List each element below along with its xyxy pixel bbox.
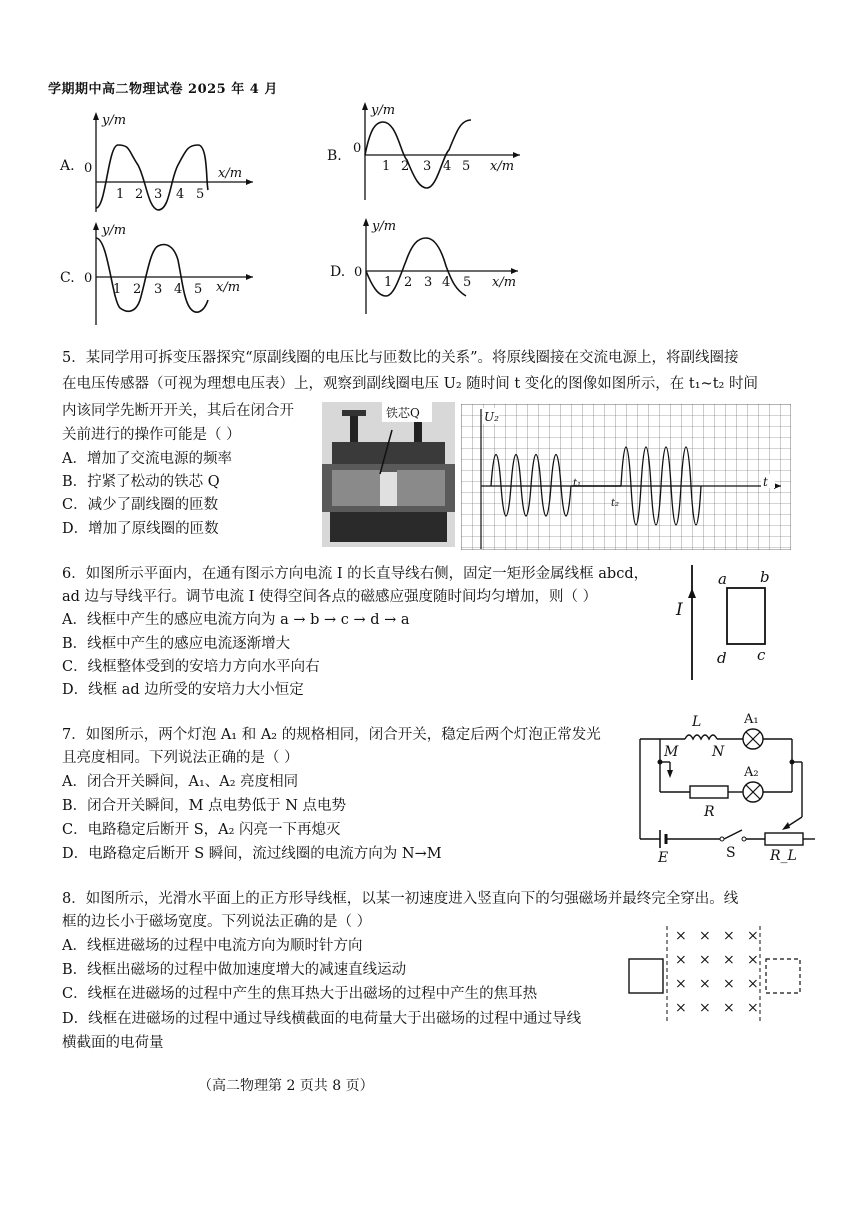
circuit-diagram	[630, 712, 830, 871]
tick-label: 2	[133, 282, 142, 297]
option-c-graph	[58, 220, 258, 334]
q8-option-d-continued: 横截面的电荷量	[62, 1035, 164, 1051]
transformer-image	[322, 402, 455, 547]
q8-option-b: B．线框出磁场的过程中做加速度增大的减速直线运动	[62, 962, 407, 978]
option-label: C.	[60, 270, 75, 286]
q7-line2: 且亮度相同。下列说法正确的是（ ）	[62, 750, 299, 766]
tick-label: 3	[154, 187, 163, 202]
origin-label: 0	[84, 271, 93, 286]
option-d-graph	[328, 216, 528, 320]
tick-label: 2	[404, 275, 413, 290]
wire-frame-diagram	[670, 560, 790, 689]
q5-line1: 5．某同学用可拆变压器探究“原副线圈的电压比与匝数比的关系”。将原线圈接在交流电源上，将副线圈接	[62, 350, 739, 366]
tick-label: 4	[443, 159, 452, 174]
tick-label: 4	[174, 282, 183, 297]
wave-curve	[96, 238, 208, 312]
t-axis-label: t	[763, 475, 768, 489]
wave-curve	[365, 120, 471, 188]
battery-e-label: E	[658, 850, 669, 866]
y-axis-label: y/m	[102, 223, 127, 238]
current-label: I	[676, 600, 683, 620]
q7-option-a: A．闭合开关瞬间，A₁、A₂ 亮度相同	[62, 774, 299, 790]
svg-text:×: ×	[675, 1000, 687, 1016]
tick-label: 1	[116, 187, 125, 202]
resistor-r	[690, 786, 728, 798]
tick-label: 1	[113, 282, 122, 297]
field-svg	[625, 922, 805, 1027]
wave-graph-a	[58, 110, 258, 220]
u2-axis-label: U₂	[484, 410, 499, 424]
tick-label: 1	[382, 159, 391, 174]
x-axis-label: x/m	[492, 275, 517, 290]
rect-frame	[727, 588, 765, 644]
svg-text:×: ×	[747, 1000, 759, 1016]
tick-label: 4	[442, 275, 451, 290]
square-frame-left	[629, 959, 663, 993]
svg-text:×: ×	[699, 976, 711, 992]
y-axis-label: y/m	[371, 103, 396, 118]
y-axis-label: y/m	[372, 219, 397, 234]
option-a-graph	[58, 110, 258, 224]
switch-s	[724, 830, 742, 839]
q6-option-b: B．线框中产生的感应电流逐渐增大	[62, 636, 291, 652]
corner-b: b	[760, 568, 770, 586]
wave-graph-b	[325, 100, 525, 210]
option-label: A.	[60, 158, 75, 174]
q6-line1: 6．如图所示平面内，在通有图示方向电流 I 的长直导线右侧，固定一矩形金属线框 abcd，	[62, 566, 649, 582]
tick-label: 5	[462, 159, 471, 174]
u2-graph-svg	[461, 404, 791, 550]
corner-d: d	[717, 649, 727, 667]
origin-label: 0	[354, 265, 363, 280]
svg-text:×: ×	[699, 952, 711, 968]
q6-option-c: C．线框整体受到的安培力方向水平向右	[62, 659, 320, 675]
corner-c: c	[757, 646, 766, 664]
t1-label: t₁	[573, 478, 582, 489]
tick-label: 3	[424, 275, 433, 290]
x-axis-label: x/m	[490, 159, 515, 174]
u2-time-graph	[461, 404, 791, 554]
y-axis-label: y/m	[102, 113, 127, 128]
t2-label: t₂	[611, 498, 620, 509]
svg-text:×: ×	[699, 928, 711, 944]
origin-label: 0	[353, 141, 362, 156]
svg-text:×: ×	[723, 976, 735, 992]
svg-text:×: ×	[675, 976, 687, 992]
q5-line4: 关前进行的操作可能是（ ）	[62, 427, 241, 443]
q8-line2: 框的边长小于磁场宽度。下列说法正确的是（ ）	[62, 914, 372, 930]
option-b-graph	[325, 100, 525, 214]
wave-graph-c	[58, 220, 258, 330]
wave-curve	[366, 238, 466, 296]
tick-label: 4	[176, 187, 185, 202]
resistor-r-label: R	[704, 804, 715, 820]
q7-line1: 7．如图所示，两个灯泡 A₁ 和 A₂ 的规格相同，闭合开关，稳定后两个灯泡正常发光	[62, 727, 601, 743]
q7-option-b: B．闭合开关瞬间，M 点电势低于 N 点电势	[62, 798, 347, 814]
q6-option-d: D．线框 ad 边所受的安培力大小恒定	[62, 682, 304, 698]
point-m-label: M	[664, 744, 679, 760]
q5-option-d: D．增加了原线圈的匝数	[62, 521, 219, 537]
svg-text:×: ×	[723, 952, 735, 968]
svg-text:×: ×	[675, 928, 687, 944]
page-footer: （高二物理第 2 页共 8 页）	[198, 1078, 374, 1094]
q5-line3: 内该同学先断开开关，其后在闭合开	[62, 403, 294, 419]
tick-label: 1	[384, 275, 393, 290]
tick-label: 3	[423, 159, 432, 174]
magnetic-field-diagram	[625, 922, 805, 1031]
wave-graph-d	[328, 216, 528, 316]
tick-label: 5	[196, 187, 205, 202]
switch-s-label: S	[726, 845, 736, 861]
tick-label: 5	[463, 275, 472, 290]
origin-label: 0	[84, 161, 93, 176]
lamp-a2-label: A₂	[744, 765, 759, 780]
rheostat-rl-label: R_L	[770, 848, 797, 864]
transformer-photo	[322, 402, 455, 547]
svg-text:×: ×	[747, 976, 759, 992]
q7-option-d: D．电路稳定后断开 S 瞬间，流过线圈的电流方向为 N→M	[62, 846, 442, 862]
page-header: 学期期中高二物理试卷 2025 年 4 月	[48, 82, 278, 97]
svg-text:×: ×	[699, 1000, 711, 1016]
square-frame-right	[766, 959, 800, 993]
point-n-label: N	[712, 744, 725, 760]
q6-option-a: A．线框中产生的感应电流方向为 a → b → c → d → a	[62, 612, 410, 628]
circuit-svg	[630, 712, 830, 867]
lamp-a1-label: A₁	[744, 712, 759, 727]
iron-core-label: 铁芯Q	[386, 406, 420, 420]
svg-text:×: ×	[723, 928, 735, 944]
svg-text:×: ×	[723, 1000, 735, 1016]
current-arrow	[688, 588, 696, 598]
q5-option-a: A．增加了交流电源的频率	[62, 451, 232, 467]
svg-text:×: ×	[747, 952, 759, 968]
svg-text:×: ×	[747, 928, 759, 944]
q8-option-c: C．线框在进磁场的过程中产生的焦耳热大于出磁场的过程中产生的焦耳热	[62, 986, 538, 1002]
q8-line1: 8．如图所示，光滑水平面上的正方形导线框，以某一初速度进入竖直向下的匀强磁场并最终完全穿出。线	[62, 891, 739, 907]
tick-label: 3	[154, 282, 163, 297]
wire-frame-svg	[670, 560, 790, 685]
q8-option-a: A．线框进磁场的过程中电流方向为顺时针方向	[62, 938, 363, 954]
inductor-label: L	[692, 714, 702, 730]
tick-label: 2	[401, 159, 410, 174]
x-axis-label: x/m	[218, 166, 243, 181]
tick-label: 5	[194, 282, 203, 297]
option-label: D.	[330, 264, 346, 280]
q6-line2: ad 边与导线平行。调节电流 I 使得空间各点的磁感应强度随时间均匀增加，则（ ）	[62, 589, 598, 605]
option-label: B.	[327, 148, 342, 164]
svg-text:×: ×	[675, 952, 687, 968]
field-marks	[675, 928, 759, 1016]
rheostat-rl	[765, 833, 803, 845]
q7-option-c: C．电路稳定后断开 S，A₂ 闪亮一下再熄灭	[62, 822, 341, 838]
inductor-coil	[685, 735, 717, 739]
q5-option-c: C．减少了副线圈的匝数	[62, 497, 219, 513]
x-axis-label: x/m	[216, 280, 241, 295]
corner-a: a	[718, 570, 727, 588]
wave-curve	[96, 145, 208, 210]
tick-label: 2	[135, 187, 144, 202]
q8-option-d: D．线框在进磁场的过程中通过导线横截面的电荷量大于出磁场的过程中通过导线	[62, 1011, 582, 1027]
q5-line2: 在电压传感器（可视为理想电压表）上，观察到副线圈电压 U₂ 随时间 t 变化的图像如图所示，在 t₁~t₂ 时间	[62, 376, 758, 392]
q5-option-b: B．拧紧了松动的铁芯 Q	[62, 474, 220, 490]
